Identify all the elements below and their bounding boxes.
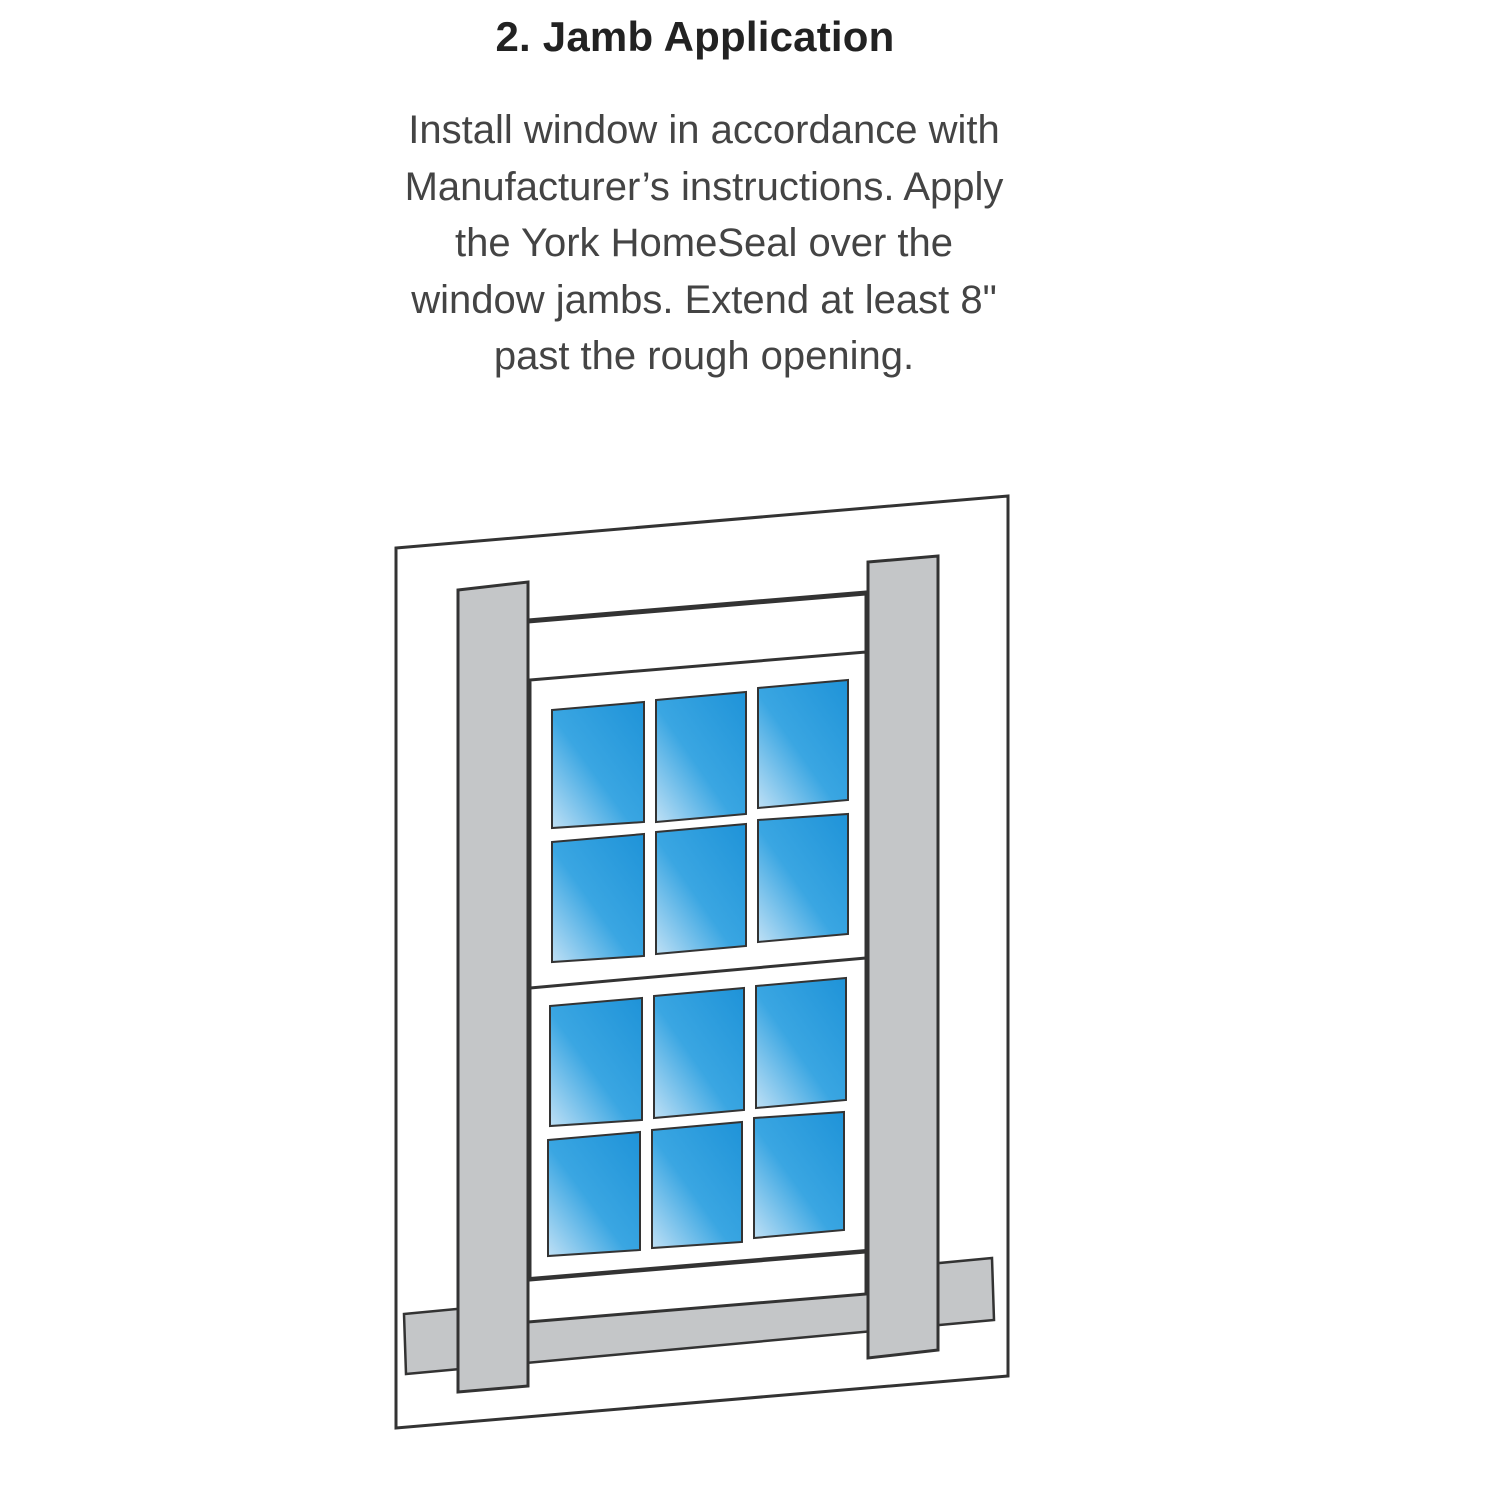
left-jamb-flashing (458, 582, 528, 1392)
glass-pane (758, 680, 848, 808)
glass-pane (756, 978, 846, 1108)
glass-pane (656, 692, 746, 822)
glass-pane (656, 824, 746, 954)
glass-pane (758, 814, 848, 942)
glass-pane (550, 998, 642, 1126)
glass-pane (654, 988, 744, 1118)
glass-pane (548, 1132, 640, 1256)
glass-pane (754, 1112, 844, 1238)
instruction-line: Manufacturer’s instructions. Apply (404, 164, 1004, 209)
right-jamb-flashing (868, 556, 938, 1358)
instruction-line: window jambs. Extend at least 8" (411, 277, 997, 322)
glass-pane (552, 834, 644, 962)
glass-pane (552, 702, 644, 828)
instruction-line: the York HomeSeal over the (454, 221, 954, 265)
glass-pane (652, 1122, 742, 1248)
step-title: 2. Jamb Application (495, 13, 895, 60)
instruction-line: past the rough opening. (493, 334, 915, 378)
instruction-line: Install window in accordance with (408, 108, 1000, 152)
